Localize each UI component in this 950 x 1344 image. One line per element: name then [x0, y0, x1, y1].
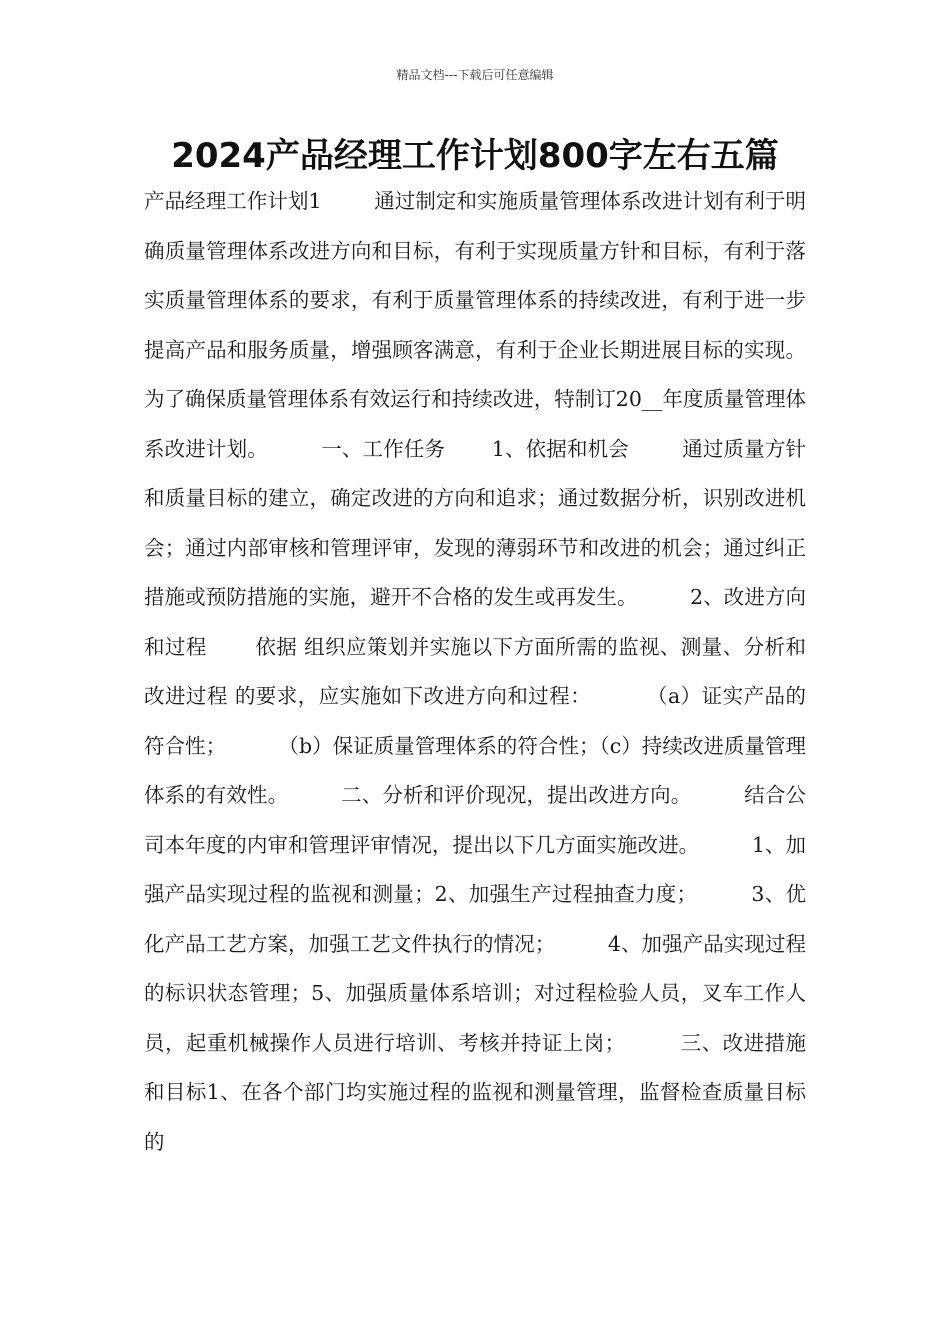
header-note: 精品文档---下载后可任意编辑: [396, 68, 554, 82]
document-title: 2024产品经理工作计划800字左右五篇: [171, 136, 779, 176]
document-body: 产品经理工作计划1 通过制定和实施质量管理体系改进计划有利于明确质量管理体系改进方向和目标，有利于实现质量方针和目标，有利于落实质量管理体系的要求，有利于质量管理体系的持续改进，有利于进一步提高产品和服务质量，增强顾客满意，有利于企业长期进展目标的实现。为了确保质量管理体系有效运行和持续改进，特制订20__年度质量管理体系改进计划。 一、工作任务 1、依据和机会 通过质量方针和质量目标的建立，确定改进的方向和追求；通过数据分析，识别改进机会；通过内部审核和管理评审，发现的薄弱环节和改进的机会；通过纠正措施或预防措施的实施，避开不合格的发生或再发生。 2、改进方向和过程 依据 组织应策划并实施以下方面所需的监视、测量、分析和改进过程 的要求，应实施如下改进方向和过程： （a）证实产品的符合性； （b）保证质量管理体系的符合性；（c）持续改进质量管理体系的有效性。 二、分析和评价现况，提出改进方向。 结合公司本年度的内审和管理评审情况，提出以下几方面实施改进。 1、加强产品实现过程的监视和测量；2、加强生产过程抽查力度； 3、优化产品工艺方案，加强工艺文件执行的情况； 4、加强产品实现过程的标识状态管理；5、加强质量体系培训；对过程检验人员，叉车工作人员，起重机械操作人员进行培训、考核并持证上岗； 三、改进措施和目标1、在各个部门均实施过程的监视和测量管理，监督检查质量目标的: [144, 189, 806, 1154]
